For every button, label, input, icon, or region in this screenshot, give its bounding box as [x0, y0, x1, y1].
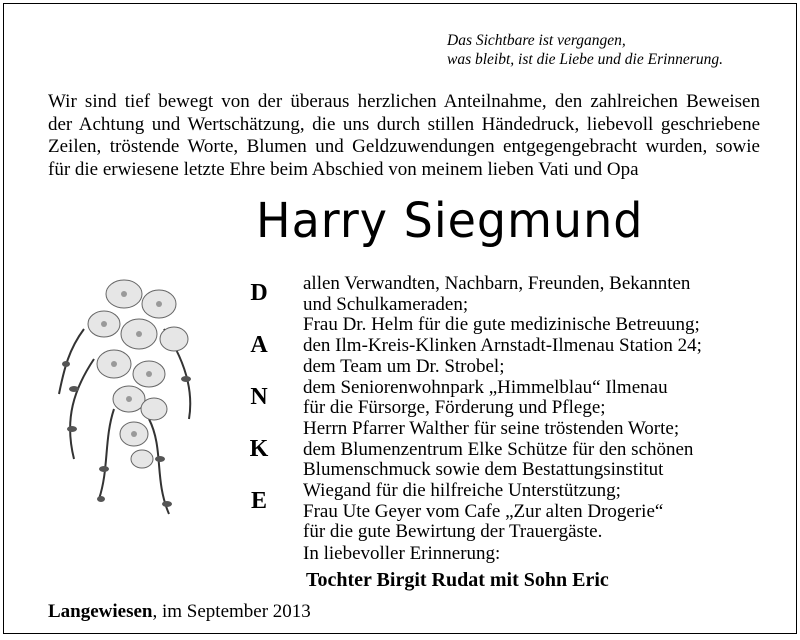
memorial-quote: [447, 31, 777, 69]
signers: Tochter Birgit Rudat mit Sohn Eric: [306, 569, 609, 591]
thanks-line: dem Blumenzentrum Elke Schütze für den schönen: [303, 438, 694, 460]
orchid-bouquet-image: [54, 269, 204, 529]
danke-vertical-letters: [244, 278, 274, 538]
danke-letter: A: [250, 332, 268, 358]
thanks-line: dem Team um Dr. Strobel;: [303, 355, 505, 377]
thanks-list: [303, 274, 743, 543]
place-date: [48, 601, 311, 623]
town-name: Langewiesen: [48, 601, 153, 622]
danke-letter: D: [250, 280, 268, 306]
thanks-line: Wiegand für die hilfreiche Unterstützung;: [303, 480, 621, 502]
intro-paragraph: [48, 91, 760, 181]
danke-letter: E: [250, 488, 267, 514]
thanks-line: für die gute Bewirtung der Trauergäste.: [303, 521, 603, 543]
thanks-line: den Ilm-Kreis-Klinken Arnstadt-Ilmenau Station 24;: [303, 335, 702, 357]
thanks-line: Blumenschmuck sowie dem Bestattungsinstitut: [303, 459, 664, 481]
intro-line: der Achtung und Wertschätzung, die uns durch stillen Händedruck, liebevoll geschriebene: [48, 113, 760, 135]
thanks-line: Frau Dr. Helm für die gute medizinische Betreuung;: [303, 314, 700, 336]
thanks-line: dem Seniorenwohnpark „Himmelblau“ Ilmenau: [303, 376, 668, 398]
thanks-line: Herrn Pfarrer Walther für seine tröstenden Worte;: [303, 417, 680, 439]
quote-line-2: was bleibt, ist die Liebe und die Erinnerung.: [447, 51, 723, 68]
thanks-line: für die Fürsorge, Förderung und Pflege;: [303, 397, 606, 419]
deceased-name: Harry Siegmund: [256, 192, 644, 249]
intro-line: Zeilen, tröstende Worte, Blumen und Geldzuwendungen entgegengebracht wurden, sowie: [48, 136, 760, 157]
memory-line: In liebevoller Erinnerung:: [303, 543, 501, 564]
danke-letter: K: [249, 436, 269, 462]
intro-line: Wir sind tief bewegt von der überaus herzlichen Anteilnahme, den zahlreichen Beweisen: [48, 91, 760, 112]
date-text: , im September 2013: [152, 601, 311, 622]
obituary-notice: [3, 3, 797, 634]
danke-letter: N: [250, 384, 268, 410]
thanks-line: allen Verwandten, Nachbarn, Freunden, Bekannten: [303, 273, 691, 294]
intro-line: für die erwiesene letzte Ehre beim Abschied von meinem lieben Vati und Opa: [48, 158, 639, 180]
thanks-line: und Schulkameraden;: [303, 293, 469, 315]
thanks-line: Frau Ute Geyer vom Cafe „Zur alten Drogerie“: [303, 500, 664, 522]
quote-line-1: Das Sichtbare ist vergangen,: [447, 32, 626, 49]
